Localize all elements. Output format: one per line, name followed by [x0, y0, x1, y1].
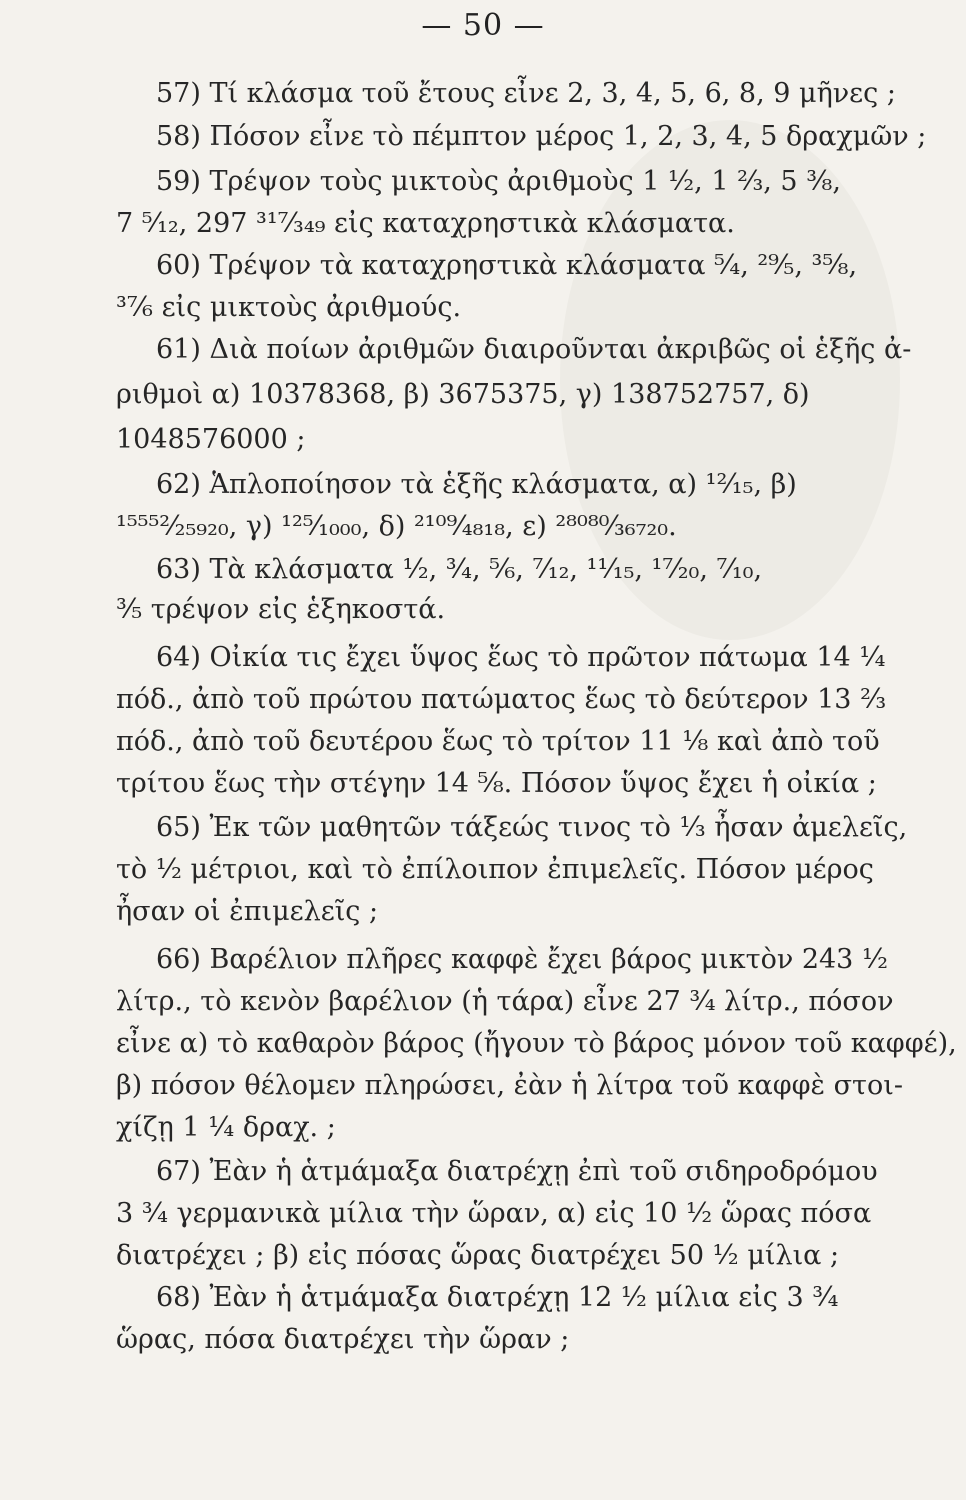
- text-line: 65) Ἐκ τῶν μαθητῶν τάξεώς τινος τὸ ¹⁄₃ ἦσαν ἀμελεῖς,: [156, 812, 908, 843]
- text-line: ἦσαν οἱ ἐπιμελεῖς ;: [116, 896, 379, 927]
- text-line: διατρέχει ; β) εἰς πόσας ὥρας διατρέχει 50 ¹⁄₂ μίλια ;: [116, 1240, 840, 1271]
- text-line: ὥρας, πόσα διατρέχει τὴν ὥραν ;: [116, 1324, 570, 1355]
- text-line: πόδ., ἀπὸ τοῦ πρώτου πατώματος ἕως τὸ δεύτερον 13 ²⁄₃: [116, 684, 887, 715]
- text-line: 66) Βαρέλιον πλῆρες καφφὲ ἔχει βάρος μικτὸν 243 ¹⁄₂: [156, 944, 889, 975]
- text-line: 60) Τρέψον τὰ καταχρηστικὰ κλάσματα ⁵⁄₄, ²⁹⁄₅, ³⁵⁄₈,: [156, 250, 858, 281]
- text-line: 63) Τὰ κλάσματα ¹⁄₂, ³⁄₄, ⁵⁄₆, ⁷⁄₁₂, ¹¹⁄₁₅, ¹⁷⁄₂₀, ⁷⁄₁₀,: [156, 554, 763, 585]
- text-line: τὸ ¹⁄₂ μέτριοι, καὶ τὸ ἐπίλοιπον ἐπιμελεῖς. Πόσον μέρος: [116, 854, 874, 885]
- text-line: πόδ., ἀπὸ τοῦ δευτέρου ἕως τὸ τρίτον 11 ¹⁄₈ καὶ ἀπὸ τοῦ: [116, 726, 880, 757]
- text-line: β) πόσον θέλομεν πληρώσει, ἐὰν ἡ λίτρα τοῦ καφφὲ στοι-: [116, 1070, 903, 1101]
- text-line: ¹⁵⁵⁵²⁄₂₅₉₂₀, γ) ¹²⁵⁄₁₀₀₀, δ) ²¹⁰⁹⁄₄₈₁₈, ε) ²⁸⁰⁸⁰⁄₃₆₇₂₀.: [116, 511, 677, 542]
- text-line: 7 ⁵⁄₁₂, 297 ³¹⁷⁄₃₄₉ εἰς καταχρηστικὰ κλάσματα.: [116, 208, 735, 239]
- text-line: 68) Ἐὰν ἡ ἁτμάμαξα διατρέχῃ 12 ¹⁄₂ μίλια εἰς 3 ³⁄₄: [156, 1282, 839, 1313]
- text-line: λίτρ., τὸ κενὸν βαρέλιον (ἡ τάρα) εἶνε 27 ³⁄₄ λίτρ., πόσον: [116, 986, 894, 1017]
- text-line: εἶνε α) τὸ καθαρὸν βάρος (ἤγουν τὸ βάρος μόνον τοῦ καφφέ),: [116, 1028, 957, 1059]
- text-line: χίζῃ 1 ¹⁄₄ δραχ. ;: [116, 1112, 336, 1143]
- text-line: 59) Τρέψον τοὺς μικτοὺς ἀριθμοὺς 1 ¹⁄₂, 1 ²⁄₃, 5 ³⁄₈,: [156, 166, 841, 197]
- text-line: ³⁷⁄₆ εἰς μικτοὺς ἀριθμούς.: [116, 292, 462, 323]
- text-line: 67) Ἐὰν ἡ ἁτμάμαξα διατρέχῃ ἐπὶ τοῦ σιδηροδρόμου: [156, 1156, 878, 1187]
- text-line: ³⁄₅ τρέψον εἰς ἑξηκοστά.: [116, 594, 446, 625]
- text-line: 58) Πόσον εἶνε τὸ πέμπτον μέρος 1, 2, 3, 4, 5 δραχμῶν ;: [156, 121, 927, 152]
- page-number: — 50 —: [421, 8, 545, 43]
- text-line: 3 ³⁄₄ γερμανικὰ μίλια τὴν ὥραν, α) εἰς 10 ¹⁄₂ ὥρας πόσα: [116, 1198, 872, 1229]
- text-line: 1048576000 ;: [116, 424, 306, 455]
- text-line: 64) Οἰκία τις ἔχει ὕψος ἕως τὸ πρῶτον πάτωμα 14 ¹⁄₄: [156, 642, 886, 673]
- text-line: 57) Τί κλάσμα τοῦ ἔτους εἶνε 2, 3, 4, 5, 6, 8, 9 μῆνες ;: [156, 78, 896, 109]
- text-line: ριθμοὶ α) 10378368, β) 3675375, γ) 138752757, δ): [116, 379, 810, 410]
- text-line: τρίτου ἕως τὴν στέγην 14 ⁵⁄₈. Πόσον ὕψος ἔχει ἡ οἰκία ;: [116, 768, 877, 799]
- text-line: 61) Διὰ ποίων ἀριθμῶν διαιροῦνται ἀκριβῶς οἱ ἑξῆς ἀ-: [156, 334, 912, 365]
- text-line: 62) Ἁπλοποίησον τὰ ἑξῆς κλάσματα, α) ¹²⁄₁₅, β): [156, 469, 797, 500]
